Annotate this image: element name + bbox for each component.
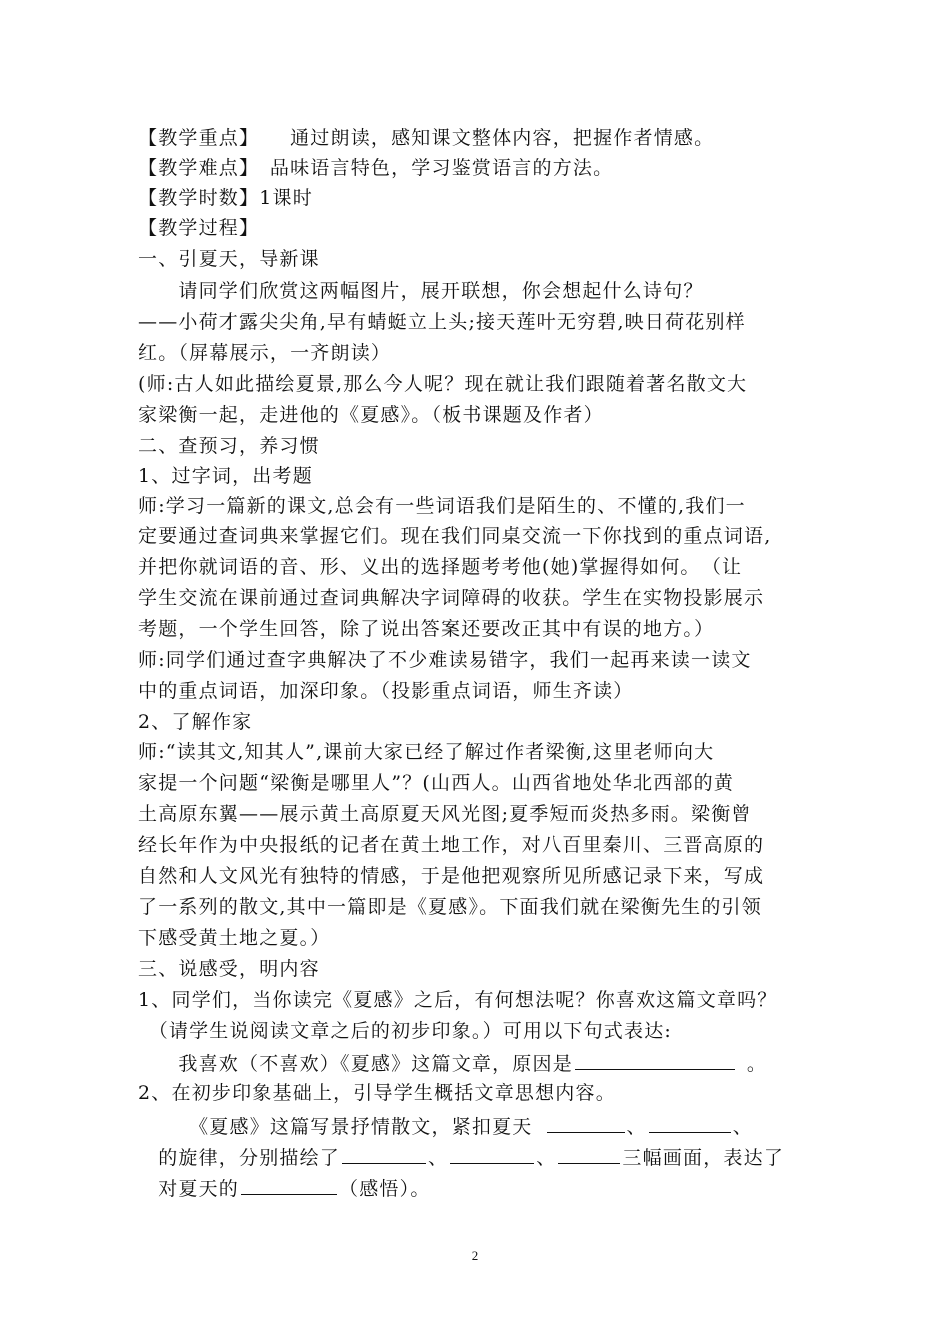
text-line: 【教学时数】1课时 [138,187,313,209]
text-line: 学生交流在课前通过查词典解决字词障碍的收获。学生在实物投影展示 [138,587,765,609]
text-line: 经长年作为中央报纸的记者在黄土地工作，对八百里秦川、三晋高原的 [138,834,765,856]
section-heading: 二、查预习，养习惯 [138,435,320,457]
text-line: (师:古人如此描绘夏景,那么今人呢？现在就让我们跟随着著名散文大 [138,373,748,395]
text-line: 考题，一个学生回答，除了说出答案还要改正其中有误的地方。） [138,618,715,640]
answer-blank[interactable] [342,1141,426,1164]
text-line: 2、在初步印象基础上，引导学生概括文章思想内容。 [138,1082,616,1104]
text-line: 【教学重点】 通过朗读，感知课文整体内容，把握作者情感。 [138,127,715,149]
text-line: 1、同学们，当你读完《夏感》之后，有何想法呢？你喜欢这篇文章吗？ [138,989,778,1011]
text-line: 下感受黄土地之夏。） [138,927,331,949]
text-line: 家提一个问题“梁衡是哪里人”？(山西人。山西省地处华北西部的黄 [138,772,735,794]
text-line: 师:学习一篇新的课文,总会有一些词语我们是陌生的、不懂的,我们一 [138,495,746,517]
answer-blank[interactable] [575,1047,735,1070]
answer-blank[interactable] [558,1141,620,1164]
subsection-heading: 2、了解作家 [138,711,253,733]
fill-in-sentence-2: 《夏感》这篇写景抒情散文，紧扣夏天 、 、 [138,1110,838,1140]
answer-blank[interactable] [547,1110,625,1133]
text-line: 【教学过程】 [138,217,260,239]
answer-blank[interactable] [450,1141,534,1164]
text-line: ——小荷才露尖尖角,早有蜻蜓立上头;接天莲叶无穷碧,映日荷花别样 [138,311,746,333]
fill-in-sentence-2-cont: 的旋律，分别描绘了 、 、 三幅画面，表达了 [138,1141,838,1171]
text-line: 红。（屏幕展示，一齐朗读） [138,342,392,364]
text-line: 家梁衡一起，走进他的《夏感》。（板书课题及作者） [138,404,604,426]
text-line: 定要通过查词典来掌握它们。现在我们同桌交流一下你找到的重点词语, [138,525,772,547]
answer-blank[interactable] [649,1110,731,1133]
text-line: 师:“读其文,知其人”,课前大家已经了解过作者梁衡,这里老师向大 [138,741,715,763]
text-line: 【教学难点】 品味语言特色，学习鉴赏语言的方法。 [138,157,614,179]
subsection-heading: 1、过字词，出考题 [138,465,313,487]
section-heading: 一、引夏天，导新课 [138,248,320,270]
text-line: 中的重点词语，加深印象。（投影重点词语，师生齐读） [138,680,634,702]
text-line: 土高原东翼——展示黄土高原夏天风光图;夏季短而炎热多雨。梁衡曾 [138,803,752,825]
text-line: 师:同学们通过查字典解决了不少难读易错字，我们一起再来读一读文 [138,649,752,671]
fill-in-sentence-2-end: 对夏天的 （感悟）。 [138,1172,838,1202]
fill-in-sentence-1: 我喜欢（不喜欢）《夏感》这篇文章，原因是 。 [138,1047,838,1077]
answer-blank[interactable] [241,1172,337,1195]
section-heading: 三、说感受，明内容 [138,958,320,980]
text-line: 了一系列的散文,其中一篇即是《夏感》。下面我们就在梁衡先生的引领 [138,896,762,918]
text-line: （请学生说阅读文章之后的初步印象。）可用以下句式表达: [138,1020,673,1042]
text-line: 请同学们欣赏这两幅图片，展开联想，你会想起什么诗句？ [138,280,704,302]
page-number: 2 [471,1248,479,1263]
text-line: 并把你就词语的音、形、义出的选择题考考他(她)掌握得如何。 （让 [138,556,743,578]
text-line: 自然和人文风光有独特的情感，于是他把观察所见所感记录下来，写成 [138,865,765,887]
